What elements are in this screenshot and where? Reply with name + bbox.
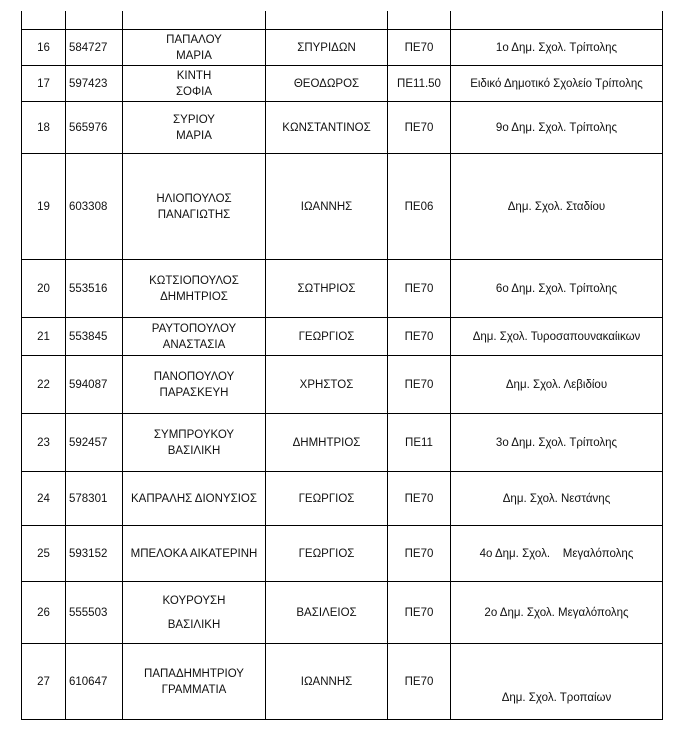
- father-name: ΓΕΩΡΓΙΟΣ: [266, 526, 388, 582]
- specialty-code: ΠΕ70: [388, 318, 451, 356]
- full-name: [123, 582, 266, 644]
- school-name: Δημ. Σχολ. Τροπαίων: [451, 644, 663, 720]
- school-name: 2ο Δημ. Σχολ. Μεγαλόπολης: [451, 582, 663, 644]
- surname: ΗΛΙΟΠΟΥΛΟΣ: [156, 192, 232, 205]
- row-number: 22: [22, 356, 66, 414]
- row-number: 23: [22, 414, 66, 472]
- school-name: Ειδικό Δημοτικό Σχολείο Τρίπολης: [451, 66, 663, 102]
- full-name: [123, 644, 266, 720]
- given-name: ΔΗΜΗΤΡΙΟΣ: [160, 290, 228, 303]
- full-name: [123, 318, 266, 356]
- father-name: ΙΩΑΝΝΗΣ: [266, 644, 388, 720]
- school-name: 9ο Δημ. Σχολ. Τρίπολης: [451, 102, 663, 154]
- table-body: [22, 11, 663, 720]
- row-number: 16: [22, 30, 66, 66]
- full-name: [123, 154, 266, 260]
- table-row: [22, 582, 663, 644]
- school-name: Δημ. Σχολ. Λεβιδίου: [451, 356, 663, 414]
- teacher-table: [21, 11, 663, 720]
- registry-id: 578301: [66, 472, 123, 526]
- row-number: 18: [22, 102, 66, 154]
- father-name: ΚΩΝΣΤΑΝΤΙΝΟΣ: [266, 102, 388, 154]
- father-name: ΓΕΩΡΓΙΟΣ: [266, 472, 388, 526]
- given-name: ΜΑΡΙΑ: [176, 129, 212, 142]
- surname: ΠΑΠΑΛΟΥ: [166, 33, 222, 46]
- surname: ΚΙΝΤΗ: [176, 69, 212, 82]
- father-name: ΓΕΩΡΓΙΟΣ: [266, 318, 388, 356]
- table-row: [22, 472, 663, 526]
- school-name: Δημ. Σχολ. Τυροσαπουνακαίικων: [451, 318, 663, 356]
- row-number: 20: [22, 260, 66, 318]
- full-name: [123, 526, 266, 582]
- surname: ΠΑΠΑΔΗΜΗΤΡΙΟΥ: [144, 667, 244, 680]
- given-name: ΑΝΑΣΤΑΣΙΑ: [162, 338, 226, 351]
- row-number: 17: [22, 66, 66, 102]
- surname: ΜΠΕΛΟΚΑ ΑΙΚΑΤΕΡΙΝΗ: [130, 547, 258, 560]
- school-name: 3ο Δημ. Σχολ. Τρίπολης: [451, 414, 663, 472]
- registry-id: 592457: [66, 414, 123, 472]
- registry-id: 553845: [66, 318, 123, 356]
- registry-id: 553516: [66, 260, 123, 318]
- full-name: [123, 66, 266, 102]
- specialty-code: ΠΕ70: [388, 30, 451, 66]
- full-name: [123, 414, 266, 472]
- registry-id: 597423: [66, 66, 123, 102]
- row-number: 27: [22, 644, 66, 720]
- given-name: ΠΑΡΑΣΚΕΥΗ: [159, 386, 229, 399]
- table-row: [22, 644, 663, 720]
- full-name: [123, 260, 266, 318]
- table-row: [22, 526, 663, 582]
- specialty-code: ΠΕ11.50: [388, 66, 451, 102]
- registry-id: 603308: [66, 154, 123, 260]
- table-row: [22, 154, 663, 260]
- given-name: ΒΑΣΙΛΙΚΗ: [167, 618, 221, 631]
- surname: ΠΑΝΟΠΟΥΛΟΥ: [153, 370, 235, 383]
- registry-id: 555503: [66, 582, 123, 644]
- specialty-code: ΠΕ70: [388, 472, 451, 526]
- specialty-code: ΠΕ70: [388, 582, 451, 644]
- father-name: ΒΑΣΙΛΕΙΟΣ: [266, 582, 388, 644]
- full-name: [123, 472, 266, 526]
- table-row: [22, 66, 663, 102]
- row-number: 25: [22, 526, 66, 582]
- given-name: ΣΟΦΙΑ: [175, 85, 213, 98]
- registry-id: 565976: [66, 102, 123, 154]
- specialty-code: ΠΕ70: [388, 356, 451, 414]
- table-row: [22, 102, 663, 154]
- table-row: [22, 260, 663, 318]
- school-name: 6ο Δημ. Σχολ. Τρίπολης: [451, 260, 663, 318]
- table-row: [22, 356, 663, 414]
- given-name: ΒΑΣΙΛΙΚΗ: [167, 444, 221, 457]
- father-name: ΣΠΥΡΙΔΩΝ: [266, 30, 388, 66]
- school-name: Δημ. Σχολ. Νεστάνης: [451, 472, 663, 526]
- surname: ΣΥΡΙΟΥ: [173, 113, 215, 126]
- father-name: ΧΡΗΣΤΟΣ: [266, 356, 388, 414]
- table-row: [22, 30, 663, 66]
- father-name: ΘΕΟΔΩΡΟΣ: [266, 66, 388, 102]
- father-name: ΙΩΑΝΝΗΣ: [266, 154, 388, 260]
- specialty-code: ΠΕ06: [388, 154, 451, 260]
- row-number: 26: [22, 582, 66, 644]
- specialty-code: ΠΕ11: [388, 414, 451, 472]
- row-number: 24: [22, 472, 66, 526]
- registry-id: 594087: [66, 356, 123, 414]
- table-row: [22, 414, 663, 472]
- specialty-code: ΠΕ70: [388, 102, 451, 154]
- given-name: ΠΑΝΑΓΙΩΤΗΣ: [157, 208, 231, 221]
- school-name: 1ο Δημ. Σχολ. Τρίπολης: [451, 30, 663, 66]
- registry-id: 584727: [66, 30, 123, 66]
- full-name: [123, 102, 266, 154]
- given-name: ΜΑΡΙΑ: [176, 49, 212, 62]
- surname: ΚΟΥΡΟΥΣΗ: [162, 594, 226, 607]
- row-number: 19: [22, 154, 66, 260]
- full-name: [123, 356, 266, 414]
- surname: ΚΑΠΡΑΛΗΣ ΔΙΟΝΥΣΙΟΣ: [131, 492, 257, 505]
- full-name: [123, 30, 266, 66]
- row-number: 21: [22, 318, 66, 356]
- table-row-continuation: [22, 11, 663, 30]
- specialty-code: ΠΕ70: [388, 644, 451, 720]
- surname: ΚΩΤΣΙΟΠΟΥΛΟΣ: [149, 274, 239, 287]
- given-name: ΓΡΑΜΜΑΤΙΑ: [161, 683, 227, 696]
- father-name: ΔΗΜΗΤΡΙΟΣ: [266, 414, 388, 472]
- registry-id: 610647: [66, 644, 123, 720]
- surname: ΡΑΥΤΟΠΟΥΛΟΥ: [151, 322, 237, 335]
- specialty-code: ΠΕ70: [388, 260, 451, 318]
- school-name: 4ο Δημ. Σχολ. Μεγαλόπολης: [451, 526, 663, 582]
- registry-id: 593152: [66, 526, 123, 582]
- school-name: Δημ. Σχολ. Σταδίου: [451, 154, 663, 260]
- father-name: ΣΩΤΗΡΙΟΣ: [266, 260, 388, 318]
- table-row: [22, 318, 663, 356]
- specialty-code: ΠΕ70: [388, 526, 451, 582]
- surname: ΣΥΜΠΡΟΥΚΟΥ: [153, 428, 235, 441]
